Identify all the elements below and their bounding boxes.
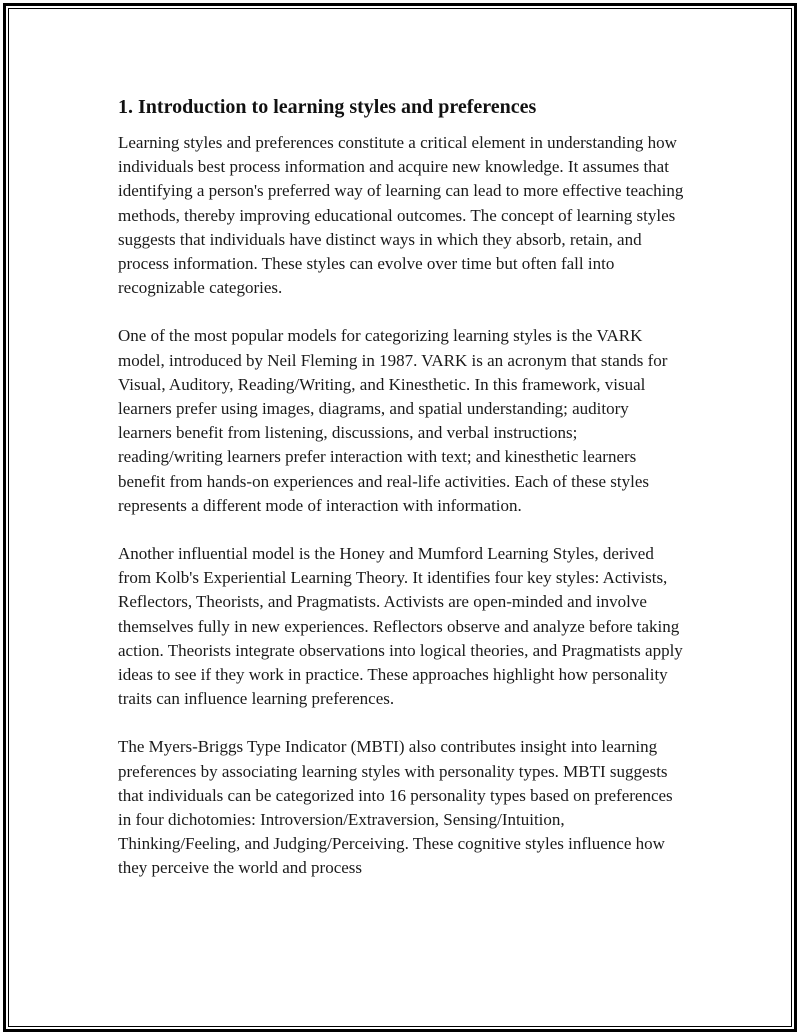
paragraph-mbti: The Myers-Briggs Type Indicator (MBTI) also contributes insight into learning preferences by associating learning styles with personality types. MBTI suggests that individuals can be categorized into 16 personality types based on preferences in four dichotomies: Introversion/Extraversion, Sensing/Intuition, Thinking/Feeling, and Judging/Perceiving. These cognitive styles influence how they perceive the world and process [118,737,673,878]
paragraph-vark: One of the most popular models for categorizing learning styles is the VARK model, introduced by Neil Fleming in 1987. VARK is an acronym that stands for Visual, Auditory, Reading/Writing, and Kinesthetic. In this framework, visual learners prefer using images, diagrams, and spatial understanding; auditory learners benefit from listening, discussions, and verbal instructions; reading/writing learners prefer interaction with text; and kinesthetic learners benefit from hands-on experiences and real-life activities. Each of these styles represents a different mode of interaction with information. [118,326,668,515]
document-body [118,93,684,905]
section-heading: 1. Introduction to learning styles and preferences [118,96,537,118]
paragraph-honey-mumford: Another influential model is the Honey and Mumford Learning Styles, derived from Kolb's Experiential Learning Theory. It identifies four key styles: Activists, Reflectors, Theorists, and Pragmatists. Activists are open-minded and involve themselves fully in new experiences. Reflectors observe and analyze before taking action. Theorists integrate observations into logical theories, and Pragmatists apply ideas to see if they work in practice. These approaches highlight how personality traits can influence learning preferences. [118,544,683,709]
paragraph-intro: Learning styles and preferences constitute a critical element in understanding how individuals best process information and acquire new knowledge. It assumes that identifying a person's preferred way of learning can lead to more effective teaching methods, thereby improving educational outcomes. The concept of learning styles suggests that individuals have distinct ways in which they absorb, retain, and process information. These styles can evolve over time but often fall into recognizable categories. [118,133,684,298]
